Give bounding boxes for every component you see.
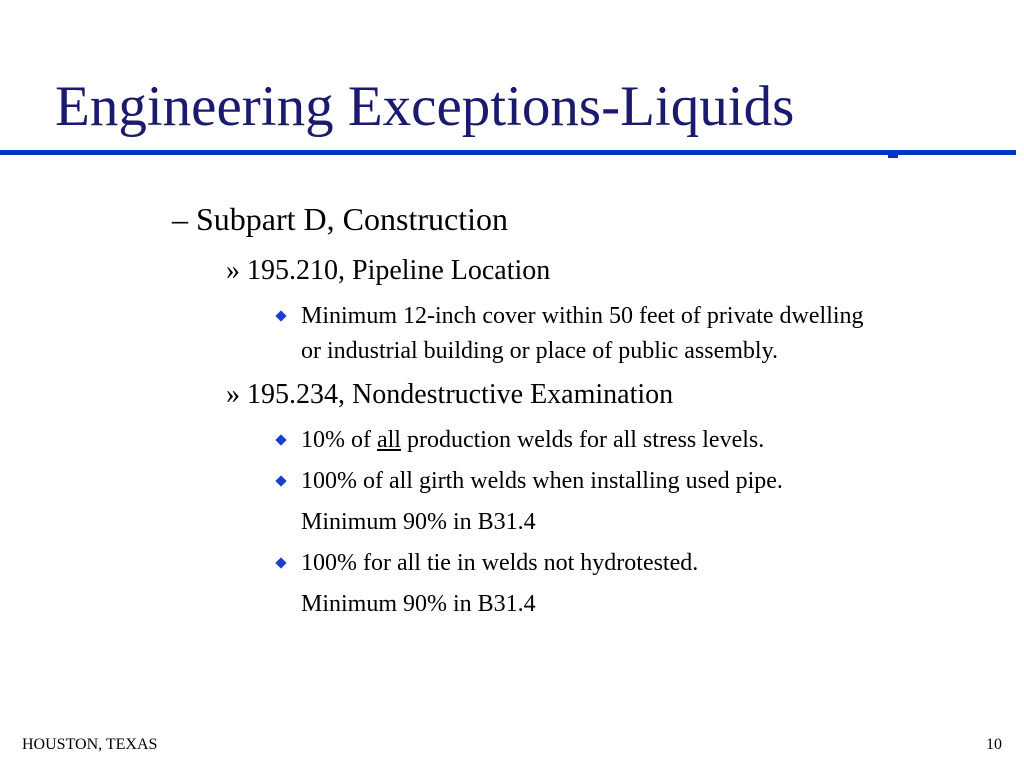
diamond-icon: [275, 557, 286, 568]
title-underline-rule: [0, 150, 1016, 155]
bullet-text-part: 10% of: [301, 427, 377, 453]
bullet-cover-line-2: or industrial building or place of public assembly.: [301, 338, 779, 364]
chevron-marker: »: [226, 379, 240, 410]
underlined-all: all: [376, 427, 401, 453]
diamond-icon: [275, 310, 286, 321]
outline-section-pipeline-location: [226, 257, 550, 285]
footer-location: HOUSTON, TEXAS: [22, 736, 158, 753]
diamond-icon: [275, 475, 286, 486]
diamond-icon: [275, 434, 286, 445]
bullet-girth-welds-note: Minimum 90% in B31.4: [301, 509, 536, 535]
slide-title: Engineering Exceptions-Liquids: [55, 75, 795, 138]
outline-level1-item: [172, 203, 508, 235]
bullet-girth-welds: 100% of all girth welds when installing used pipe.: [301, 468, 783, 494]
subpart-label: Subpart D, Construction: [196, 201, 508, 237]
section-label-pipeline-location: 195.210, Pipeline Location: [247, 255, 551, 286]
bullet-tie-in-welds-note: Minimum 90% in B31.4: [301, 591, 536, 617]
chevron-marker: »: [226, 255, 240, 286]
bullet-tie-in-welds: 100% for all tie in welds not hydrotested.: [301, 550, 699, 576]
title-underline-notch: [888, 150, 898, 158]
footer-page-number: 10: [986, 736, 1002, 753]
bullet-text-part: production welds for all stress levels.: [400, 427, 765, 453]
section-label-nde: 195.234, Nondestructive Examination: [247, 379, 674, 410]
outline-section-nde: [226, 381, 673, 409]
dash-marker: –: [172, 201, 188, 237]
bullet-production-welds: [301, 428, 764, 452]
bullet-cover-line-1: Minimum 12-inch cover within 50 feet of private dwelling: [301, 303, 864, 329]
